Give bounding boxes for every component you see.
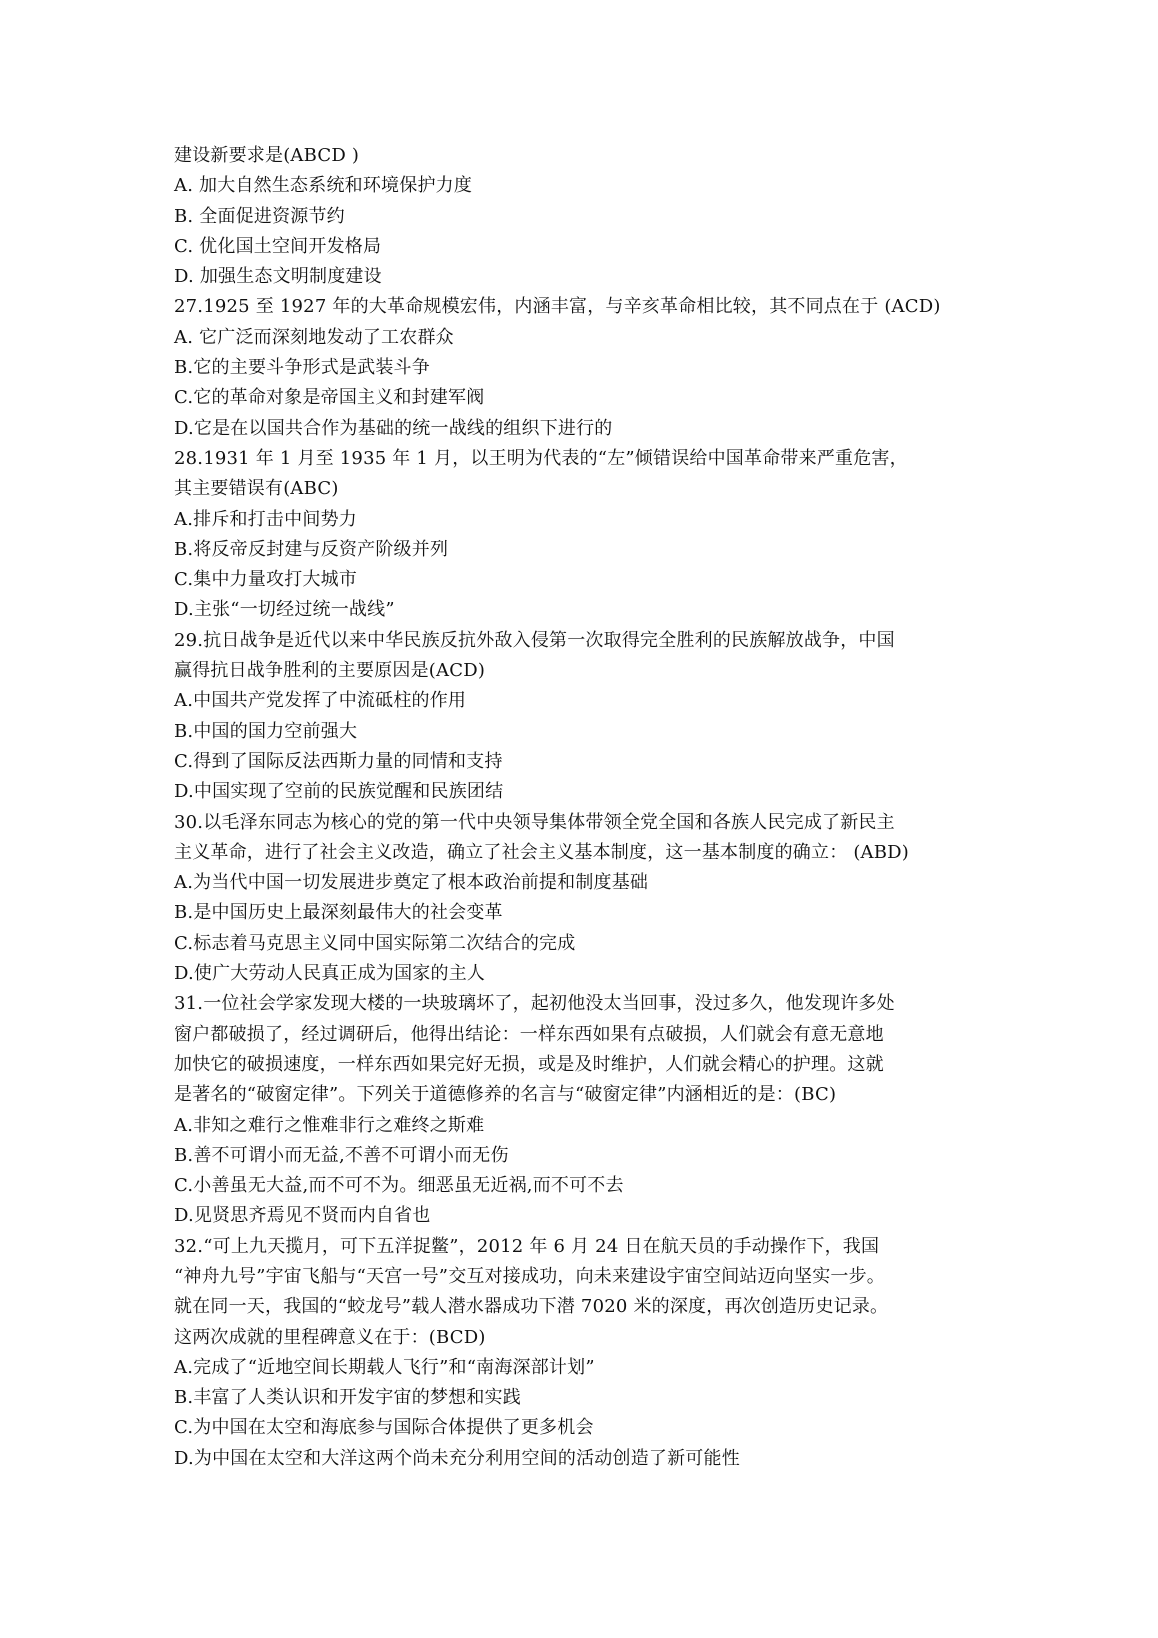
text-line: 31.一位社会学家发现大楼的一块玻璃坏了，起初他没太当回事，没过多久，他发现许多处 — [174, 993, 895, 1015]
text-line: 建设新要求是(ABCD ) — [174, 145, 360, 166]
text-line: C. 优化国土空间开发格局 — [174, 235, 382, 257]
text-line: A.完成了“近地空间长期载人飞行”和“南海深部计划” — [174, 1356, 595, 1378]
text-line: D. 加强生态文明制度建设 — [174, 266, 382, 288]
text-line: 窗户都破损了，经过调研后，他得出结论：一样东西如果有点破损，人们就会有意无意地 — [174, 1023, 884, 1045]
text-line: 27.1925 至 1927 年的大革命规模宏伟，内涵丰富，与辛亥革命相比较，其不同点在于 (ACD) — [174, 296, 941, 318]
text-line: C.为中国在太空和海底参与国际合体提供了更多机会 — [174, 1417, 594, 1439]
text-line: B.丰富了人类认识和开发宇宙的梦想和实践 — [174, 1387, 521, 1409]
text-line: 加快它的破损速度，一样东西如果完好无损，或是及时维护，人们就会精心的护理。这就 — [174, 1053, 884, 1075]
text-line: B. 全面促进资源节约 — [174, 205, 345, 227]
text-line: D.中国实现了空前的民族觉醒和民族团结 — [174, 781, 504, 803]
text-line: 这两次成就的里程碑意义在于：(BCD) — [174, 1326, 486, 1348]
text-line: “神舟九号”宇宙飞船与“天宫一号”交互对接成功，向未来建设宇宙空间站迈向坚实一步。 — [174, 1265, 886, 1287]
text-line: 28.1931 年 1 月至 1935 年 1 月，以王明为代表的“左”倾错误给中国革命带来严重危害， — [174, 447, 908, 469]
text-line: B.它的主要斗争形式是武装斗争 — [174, 357, 430, 379]
text-line: D.为中国在太空和大洋这两个尚未充分利用空间的活动创造了新可能性 — [174, 1447, 740, 1469]
question-text — [174, 141, 994, 1474]
text-line: 赢得抗日战争胜利的主要原因是(ACD) — [174, 660, 486, 682]
text-line: 30.以毛泽东同志为核心的党的第一代中央领导集体带领全党全国和各族人民完成了新民主 — [174, 811, 895, 833]
text-line: D.主张“一切经过统一战线” — [174, 599, 395, 621]
text-line: B.中国的国力空前强大 — [174, 720, 358, 742]
text-line: 就在同一天，我国的“蛟龙号”载人潜水器成功下潜 7020 米的深度，再次创造历史记录。 — [174, 1296, 889, 1318]
text-line: 32.“可上九天揽月，可下五洋捉鳖”，2012 年 6 月 24 日在航天员的手动操作下，我国 — [174, 1235, 880, 1257]
text-line: A.排斥和打击中间势力 — [174, 508, 357, 530]
text-line: C.集中力量攻打大城市 — [174, 569, 358, 591]
text-line: A. 加大自然生态系统和环境保护力度 — [174, 175, 473, 197]
text-line: D.使广大劳动人民真正成为国家的主人 — [174, 963, 486, 985]
text-line: D.它是在以国共合作为基础的统一战线的组织下进行的 — [174, 417, 613, 439]
text-line: A. 它广泛而深刻地发动了工农群众 — [174, 326, 454, 348]
text-line: A.非知之难行之惟难非行之难终之斯难 — [174, 1114, 485, 1136]
text-line: A.中国共产党发挥了中流砥柱的作用 — [174, 690, 467, 712]
text-line: 主义革命，进行了社会主义改造，确立了社会主义基本制度，这一基本制度的确立： (ABD) — [174, 841, 910, 863]
text-line: D.见贤思齐焉见不贤而内自省也 — [174, 1205, 431, 1227]
text-line: C.得到了国际反法西斯力量的同情和支持 — [174, 750, 503, 772]
text-line: 是著名的“破窗定律”。下列关于道德修养的名言与“破窗定律”内涵相近的是：(BC) — [174, 1084, 837, 1106]
text-line: B.善不可谓小而无益,不善不可谓小而无伤 — [174, 1144, 509, 1166]
text-line: B.是中国历史上最深刻最伟大的社会变革 — [174, 902, 503, 924]
text-line: B.将反帝反封建与反资产阶级并列 — [174, 538, 449, 560]
text-line: C.小善虽无大益,而不可不为。细恶虽无近祸,而不可不去 — [174, 1175, 624, 1197]
text-line: A.为当代中国一切发展进步奠定了根本政治前提和制度基础 — [174, 872, 649, 894]
text-line: 29.抗日战争是近代以来中华民族反抗外敌入侵第一次取得完全胜利的民族解放战争，中国 — [174, 629, 895, 651]
text-line: 其主要错误有(ABC) — [174, 478, 339, 500]
text-line: C.标志着马克思主义同中国实际第二次结合的完成 — [174, 932, 576, 954]
text-line: C.它的革命对象是帝国主义和封建军阀 — [174, 387, 485, 409]
